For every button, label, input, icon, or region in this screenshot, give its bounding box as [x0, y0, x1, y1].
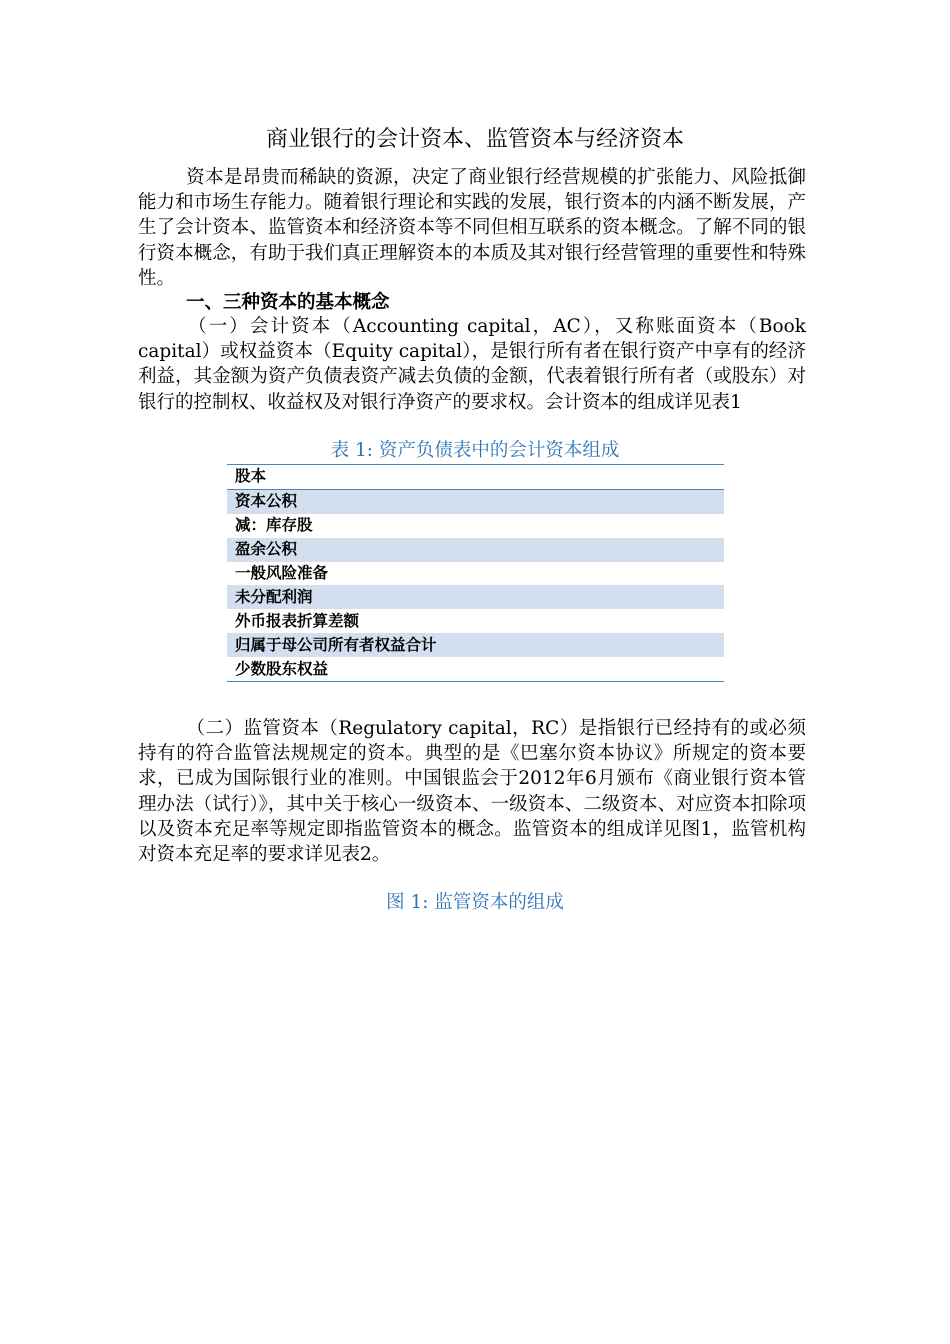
table-cell: 股本	[227, 465, 724, 490]
table-caption: 表 1: 资产负债表中的会计资本组成	[330, 440, 620, 461]
table-cell: 归属于母公司所有者权益合计	[227, 633, 724, 657]
table-row	[227, 585, 724, 609]
intro-paragraph-text: 资本是昂贵而稀缺的资源，决定了商业银行经营规模的扩张能力、风险抵御能力和市场生存能力。随着银行理论和实践的发展，银行资本的内涵不断发展，产生了会计资本、监管资本和经济资本等不同但相互联系的资本概念。了解不同的银行资本概念，有助于我们真正理解资本的本质及其对银行经营管理的重要性和特殊性。	[138, 167, 806, 289]
table-row	[227, 609, 724, 633]
table-row	[227, 633, 724, 657]
accounting-capital-paragraph	[138, 314, 806, 415]
section-heading: 一、三种资本的基本概念	[186, 292, 390, 313]
intro-paragraph	[138, 165, 806, 291]
figure-caption: 图 1: 监管资本的组成	[386, 892, 564, 913]
regulatory-capital-paragraph	[138, 716, 806, 867]
table-cell: 资本公积	[227, 489, 724, 513]
table-row	[227, 562, 724, 586]
table-cell: 少数股东权益	[235, 659, 329, 678]
table-row	[227, 489, 724, 513]
accounting-capital-text: （一）会计资本（Accounting capital，AC），又称账面资本（Book capital）或权益资本（Equity capital），是银行所有者在银行资产中享有的经济利益，其金额为资产负债表资产减去负债的金额，代表着银行所有者（或股东）对银行的控制权、收益权及对银行净资产的要求权。会计资本的组成详见表1	[138, 316, 806, 413]
table-row	[227, 657, 724, 681]
table-cell: 盈余公积	[227, 538, 724, 562]
table-row	[227, 514, 724, 538]
table-cell: 一般风险准备	[235, 564, 329, 582]
table-cell: 外币报表折算差额	[235, 611, 360, 630]
regulatory-capital-text: （二）监管资本（Regulatory capital，RC）是指银行已经持有的或必须持有的符合监管法规规定的资本。典型的是《巴塞尔资本协议》所规定的资本要求，已成为国际银行业的准则。中国银监会于2012年6月颁布《商业银行资本管理办法（试行）》，其中关于核心一级资本、一级资本、二级资本、对应资本扣除项以及资本充足率等规定即指监管资本的概念。监管资本的组成详见图1，监管机构对资本充足率的要求详见表2。	[138, 718, 806, 866]
table-cell: 减：库存股	[235, 516, 313, 535]
table-cell: 未分配利润	[227, 585, 724, 609]
table-row	[227, 538, 724, 562]
accounting-capital-table	[227, 464, 724, 682]
table-row	[227, 465, 724, 490]
document-title: 商业银行的会计资本、监管资本与经济资本	[265, 127, 684, 152]
